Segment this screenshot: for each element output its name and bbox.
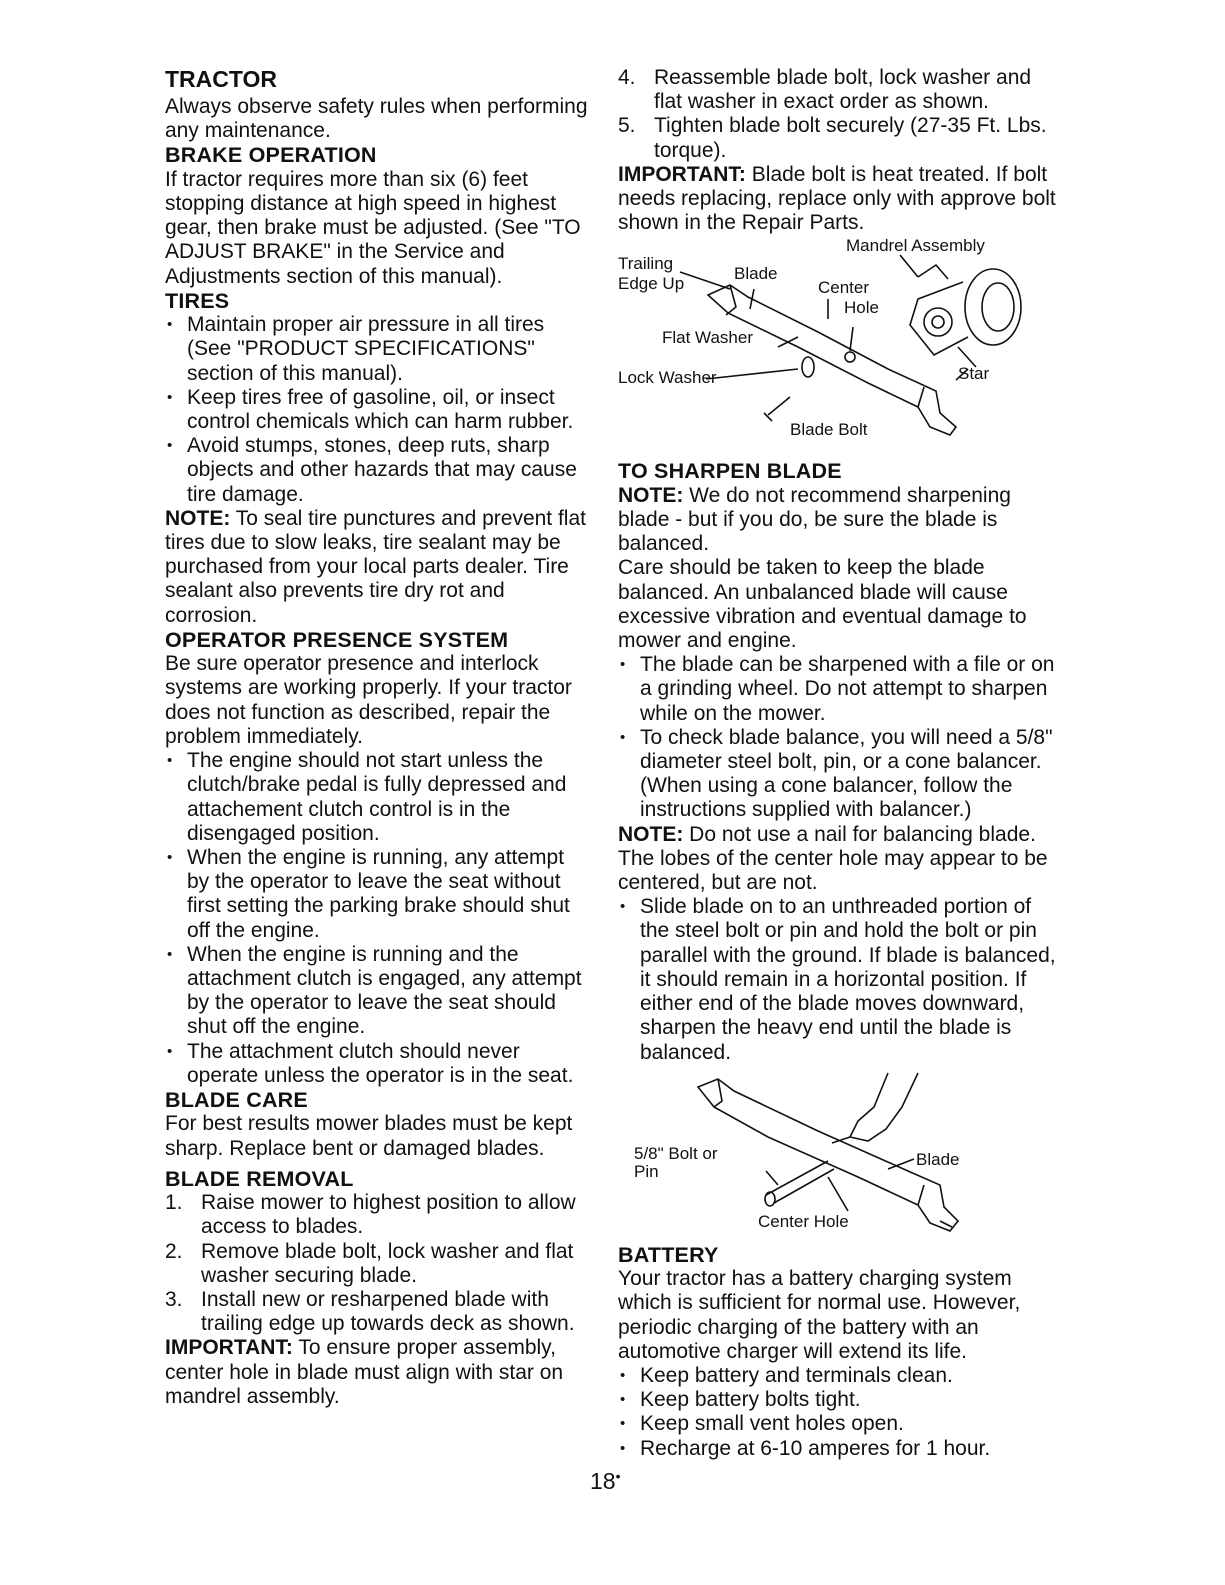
list-item: • The blade can be sharpened with a file or on a grinding wheel. Do not attempt to sharpen while on the mower.	[618, 653, 1058, 726]
label-mandrel-assembly: Mandrel Assembly	[846, 236, 985, 256]
list-item: • To check blade balance, you will need a 5/8" diameter steel bolt, pin, or a cone balancer. (When using a cone balancer, follow the instructions supplied with balancer.)	[618, 726, 1058, 823]
blade-removal-steps	[165, 1191, 590, 1336]
list-item	[618, 114, 1058, 162]
list-item: • Slide blade on to an unthreaded portion of the steel bolt or pin and hold the bolt or pin parallel with the ground. If blade is balanced, it should remain in a horizontal position. If either end of the blade moves downward, sharpen the heavy end until the blade is balanced.	[618, 895, 1058, 1064]
operator-presence-list	[165, 749, 590, 1088]
page-number: 18•	[590, 1468, 621, 1494]
blade-reassembly-steps	[618, 66, 1058, 163]
step-text: Reassemble blade bolt, lock washer and flat washer in exact order as shown.	[654, 66, 1032, 114]
heading-brake-operation: BRAKE OPERATION	[165, 143, 377, 168]
step-text: Install new or resharpened blade with trailing edge up towards deck as shown.	[201, 1287, 575, 1336]
note-text: Do not use a nail for balancing blade. The lobes of the center hole may appear to be centered, but are not.	[618, 822, 1048, 895]
note-label: NOTE:	[618, 483, 684, 507]
battery-text: Your tractor has a battery charging system which is sufficient for normal use. However, periodic charging of the battery with an automotive charger will extend its life.	[618, 1267, 1021, 1363]
important-label: IMPORTANT:	[165, 1336, 293, 1360]
blade-balance-figure	[618, 1067, 1058, 1239]
list-item: • The engine should not start unless the clutch/brake pedal is fully depressed and attachement clutch control is in the disengaged position.	[165, 749, 590, 846]
heading-tires: TIRES	[165, 288, 230, 313]
list-item	[165, 1288, 590, 1336]
blade-assembly-figure	[618, 237, 1058, 455]
label-bolt-or: 5/8" Bolt or	[634, 1143, 718, 1163]
list-item	[165, 1191, 590, 1239]
list-item: • Recharge at 6-10 amperes for 1 hour.	[618, 1437, 1058, 1461]
note-label: NOTE:	[618, 822, 684, 846]
sharpen-note	[618, 484, 1058, 557]
important-label: IMPORTANT:	[618, 162, 746, 186]
label-center-hole: Center Hole	[758, 1211, 849, 1231]
step-number: 2.	[165, 1239, 183, 1263]
brake-text: If tractor requires more than six (6) feet stopping distance at high speed in highest gear, then brake must be adjusted. (See "TO ADJUST BRAKE" in the Service and Adjustments section of this manual).	[165, 167, 581, 288]
important-text: To ensure proper assembly, center hole in blade must align with star on mandrel assembly.	[165, 1336, 564, 1408]
heading-operator-presence: OPERATOR PRESENCE SYSTEM	[165, 627, 509, 652]
tires-note	[165, 507, 590, 628]
section-title-tractor: TRACTOR	[165, 66, 278, 92]
label-flat-washer: Flat Washer	[662, 328, 754, 348]
label-lock-washer: Lock Washer	[618, 368, 717, 388]
heading-blade-care: BLADE CARE	[165, 1087, 308, 1112]
blade-removal-important	[165, 1336, 590, 1409]
right-column	[618, 66, 1058, 1461]
left-column	[165, 66, 590, 1409]
intro-text: Always observe safety rules when performing any maintenance.	[165, 95, 588, 143]
step-text: Tighten blade bolt securely (27-35 Ft. Lbs. torque).	[654, 114, 1047, 162]
operator-presence-text: Be sure operator presence and interlock systems are working properly. If your tractor does not function as described, repair the problem immediately.	[165, 652, 572, 748]
list-item	[618, 66, 1058, 114]
label-blade: Blade	[734, 264, 778, 284]
list-item: • The attachment clutch should never operate unless the operator is in the seat.	[165, 1040, 590, 1088]
note-label: NOTE:	[165, 506, 231, 530]
label-center: Center	[818, 278, 870, 298]
list-item: • Keep small vent holes open.	[618, 1412, 1058, 1436]
important-text: Blade bolt is heat treated. If bolt needs replacing, replace only with approve bolt shown in the Repair Parts.	[618, 162, 1056, 235]
tires-list	[165, 313, 590, 507]
list-item: • Keep tires free of gasoline, oil, or insect control chemicals which can harm rubber.	[165, 386, 590, 434]
step-number: 3.	[165, 1287, 183, 1311]
balance-list	[618, 895, 1058, 1064]
note-text: We do not recommend sharpening blade - but if you do, be sure the blade is balanced.	[618, 483, 1011, 556]
note-text: To seal tire punctures and prevent flat tires due to slow leaks, tire sealant may be purchased from your local parts dealer. Tire sealant also prevents tire dry rot and corrosion.	[165, 506, 586, 627]
sharpen-text: Care should be taken to keep the blade balanced. An unbalanced blade will cause excessive vibration and eventual damage to mower and engine.	[618, 556, 1027, 653]
page-number-value: 18	[590, 1468, 616, 1494]
label-trailing: Trailing	[618, 254, 674, 274]
list-item: • When the engine is running and the attachment clutch is engaged, any attempt by the operator to leave the seat should shut off the engine.	[165, 943, 590, 1040]
list-item: • Keep battery bolts tight.	[618, 1388, 1058, 1412]
label-blade-bolt: Blade Bolt	[790, 420, 868, 440]
balance-note	[618, 823, 1058, 896]
heading-blade-removal: BLADE REMOVAL	[165, 1166, 354, 1191]
step-text: Remove blade bolt, lock washer and flat washer securing blade.	[201, 1239, 574, 1287]
list-item: • Keep battery and terminals clean.	[618, 1364, 1058, 1388]
label-star: Star	[958, 364, 990, 384]
list-item	[165, 1240, 590, 1288]
list-item: • Maintain proper air pressure in all tires (See "PRODUCT SPECIFICATIONS" section of this manual).	[165, 313, 590, 386]
blade-care-text: For best results mower blades must be kept sharp. Replace bent or damaged blades.	[165, 1112, 573, 1160]
step-number: 5.	[618, 114, 636, 138]
label-edge-up: Edge Up	[618, 274, 685, 294]
step-number: 1.	[165, 1191, 183, 1215]
step-number: 4.	[618, 66, 636, 89]
sharpen-list	[618, 653, 1058, 822]
label-blade: Blade	[916, 1149, 960, 1169]
step-text: Raise mower to highest position to allow access to blades.	[201, 1191, 576, 1239]
heading-to-sharpen-blade: TO SHARPEN BLADE	[618, 459, 842, 484]
heading-battery: BATTERY	[618, 1242, 719, 1267]
label-pin: Pin	[634, 1161, 659, 1181]
list-item: • When the engine is running, any attempt by the operator to leave the seat without first setting the parking brake should shut off the engine.	[165, 846, 590, 943]
bolt-important	[618, 163, 1058, 236]
label-hole: Hole	[844, 298, 879, 318]
list-item: • Avoid stumps, stones, deep ruts, sharp objects and other hazards that may cause tire damage.	[165, 434, 590, 507]
battery-list	[618, 1364, 1058, 1461]
